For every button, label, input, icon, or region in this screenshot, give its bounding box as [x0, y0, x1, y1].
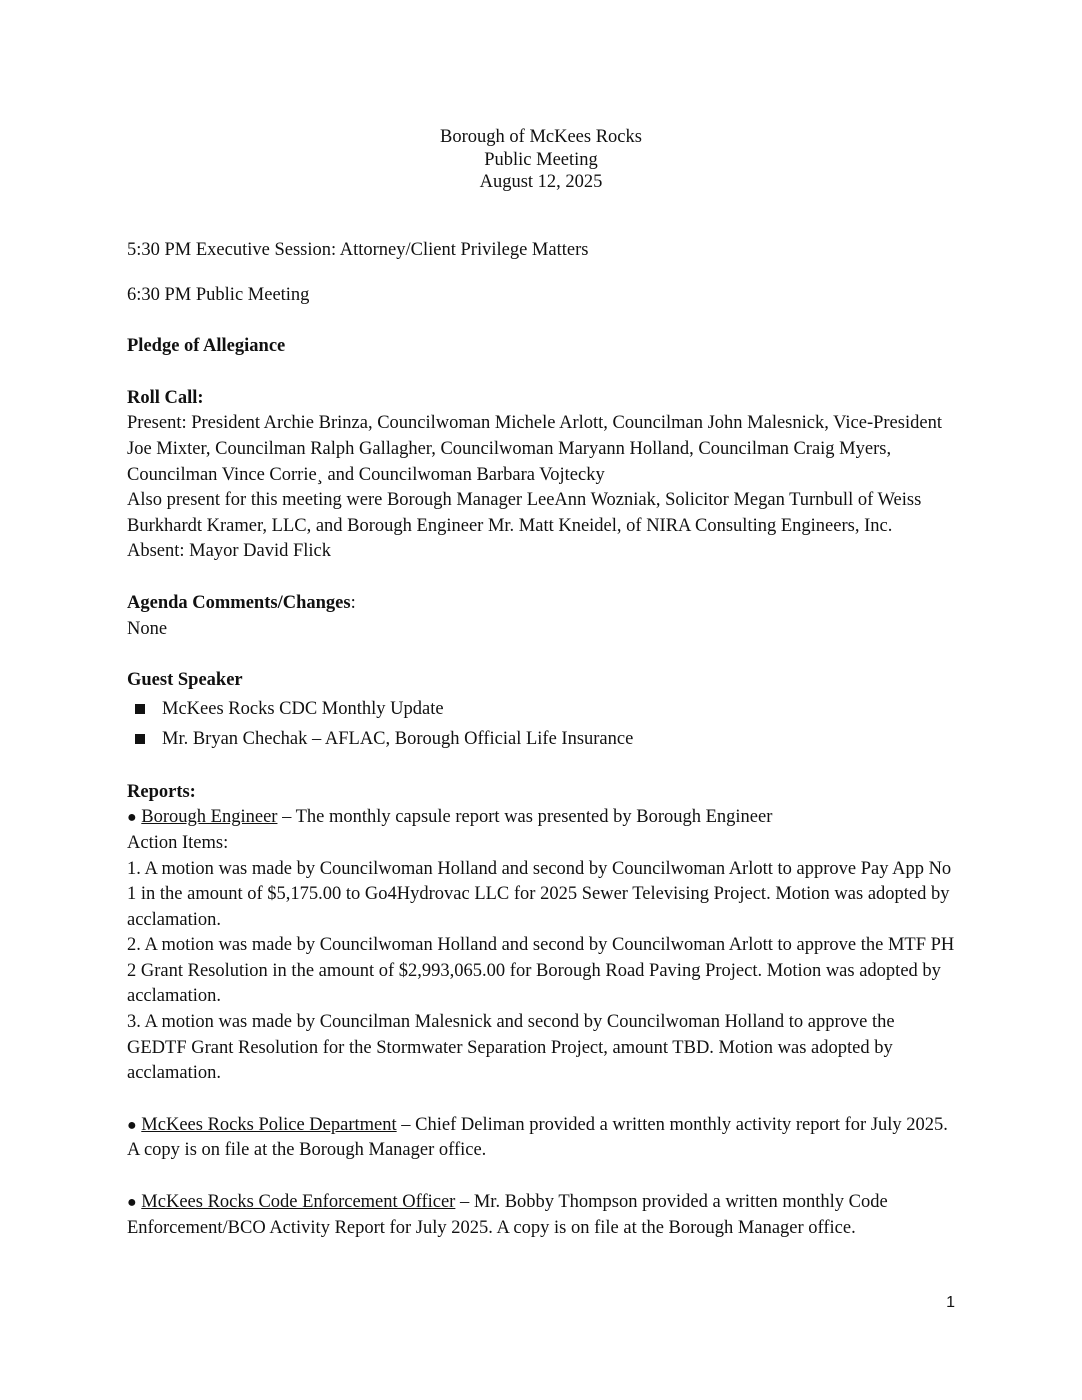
police-report-text: – Chief Deliman provided a written monthly activity report for July 2025. A copy is on file at the Borough Manager office.	[127, 1114, 948, 1161]
meeting-date: August 12, 2025	[479, 172, 603, 192]
code-report	[127, 1190, 957, 1241]
bullet-dot-icon: ●	[127, 809, 137, 827]
roll-call-also-present: Also present for this meeting were Borough Manager LeeAnn Wozniak, Solicitor Megan Turnbull of Weiss Burkhardt Kramer, LLC, and Borough Engineer Mr. Matt Kneidel, of NIRA Consulting Engineers, Inc.	[127, 490, 922, 536]
agenda-value: None	[127, 618, 168, 639]
document-header	[0, 126, 1082, 194]
bullet-dot-icon: ●	[127, 1116, 137, 1134]
engineer-report-text: – The monthly capsule report was presented by Borough Engineer	[277, 807, 773, 828]
police-report-title: McKees Rocks Police Department	[141, 1114, 397, 1135]
list-item	[135, 694, 957, 724]
action-item: 3. A motion was made by Councilman Malesnick and second by Councilwoman Holland to approve the GEDTF Grant Resolution for the Stormwater Separation Project, amount TBD. Motion was adopted by acclamation.	[127, 1012, 895, 1084]
square-bullet-icon	[135, 704, 145, 714]
police-report	[127, 1113, 957, 1164]
engineer-report-title: Borough Engineer	[141, 807, 278, 828]
list-item	[135, 724, 957, 754]
action-item: 2. A motion was made by Councilwoman Holland and second by Councilwoman Arlott to approve the MTF PH 2 Grant Resolution in the amount of $2,993,065.00 for Borough Road Paving Project. Motion was adopted by acclamation.	[127, 935, 955, 1007]
guest-speaker-item: McKees Rocks CDC Monthly Update	[162, 698, 444, 719]
code-report-text: – Mr. Bobby Thompson provided a written monthly Code Enforcement/BCO Activity Report for July 2025. A copy is on file at the Borough Manager office.	[127, 1192, 888, 1238]
agenda-colon: :	[350, 592, 356, 613]
document-body	[127, 238, 957, 1241]
code-report-title: McKees Rocks Code Enforcement Officer	[141, 1192, 456, 1213]
agenda-heading-line	[127, 591, 957, 617]
engineer-report	[127, 805, 957, 831]
roll-call-present: Present: President Archie Brinza, Councilwoman Michele Arlott, Councilman John Malesnick, Vice-President Joe Mixter, Councilman Ralph Gallagher, Councilwoman Maryann Holland, Councilman Craig Myers, Councilman Vince Corrie¸ and Councilwoman Barbara Vojtecky	[127, 413, 942, 485]
agenda-heading: Agenda Comments/Changes	[127, 592, 351, 613]
action-item: 1. A motion was made by Councilwoman Holland and second by Councilwoman Arlott to approve Pay App No 1 in the amount of $5,175.00 to Go4Hydrovac LLC for 2025 Sewer Televising Project. Motion was adopted by acclamation.	[127, 858, 952, 930]
guest-speaker-list	[127, 694, 957, 754]
meeting-type: Public Meeting	[484, 149, 598, 170]
executive-session-line: 5:30 PM Executive Session: Attorney/Client Privilege Matters	[127, 240, 589, 260]
square-bullet-icon	[135, 734, 145, 744]
guest-speaker-heading: Guest Speaker	[127, 670, 243, 691]
reports-heading: Reports:	[127, 781, 196, 802]
roll-call-heading: Roll Call:	[127, 387, 204, 408]
page-number: 1	[946, 1294, 955, 1311]
public-meeting-line: 6:30 PM Public Meeting	[127, 284, 310, 305]
guest-speaker-item: Mr. Bryan Chechak – AFLAC, Borough Official Life Insurance	[162, 728, 634, 749]
pledge-heading: Pledge of Allegiance	[127, 336, 286, 357]
action-items-label: Action Items:	[127, 832, 229, 853]
bullet-dot-icon: ●	[127, 1194, 137, 1212]
roll-call-absent: Absent: Mayor David Flick	[127, 541, 331, 562]
borough-name: Borough of McKees Rocks	[440, 127, 642, 147]
